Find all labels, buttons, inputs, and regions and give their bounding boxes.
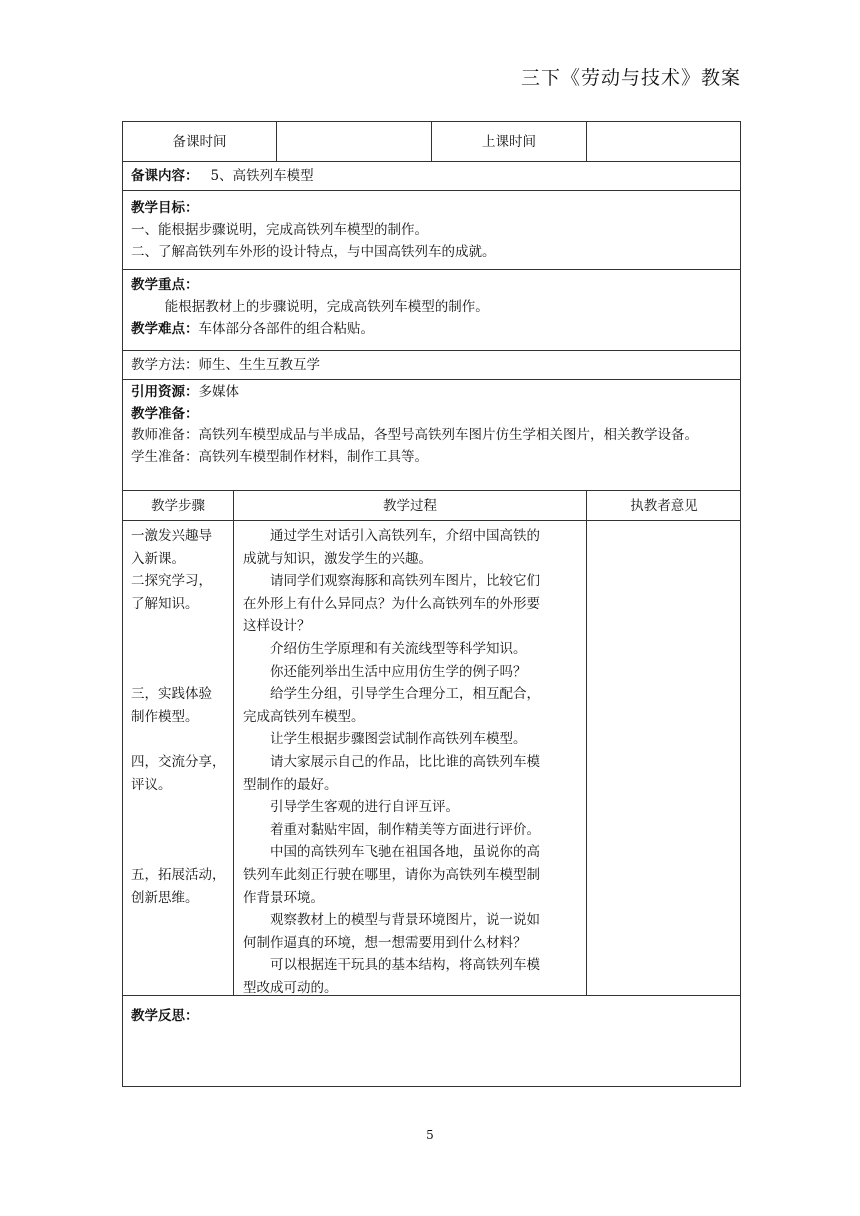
step-line [131, 796, 227, 819]
step-line [131, 841, 227, 864]
prep-time-value [277, 122, 432, 161]
opinion-header: 执教者意见 [630, 497, 698, 514]
step-line: 四，交流分享， [131, 753, 226, 770]
method-row [123, 351, 740, 380]
objective-item: 一、能根据步骤说明，完成高铁列车模型的制作。 [131, 222, 428, 238]
content-label: 备课内容： [131, 168, 199, 184]
process-line: 型改成可动的。 [243, 979, 338, 996]
process-line: 铁列车此刻正行驶在哪里，请你为高铁列车模型制 [243, 866, 540, 883]
process-header: 教学过程 [234, 491, 587, 520]
step-line [131, 638, 227, 661]
process-header-row [123, 491, 740, 521]
process-line: 介绍仿生学原理和有关流线型等科学知识。 [270, 640, 527, 657]
method-text: 教学方法：师生、生生互教互学 [131, 357, 320, 373]
objective-item: 二、了解高铁列车外形的设计特点，与中国高铁列车的成就。 [131, 244, 496, 260]
process-line: 通过学生对话引入高铁列车，介绍中国高铁的 [270, 528, 540, 544]
step-line [131, 615, 227, 638]
process-line: 你还能列举出生活中应用仿生学的例子吗？ [270, 663, 527, 680]
step-line: 创新思维。 [131, 889, 199, 906]
class-time-label: 上课时间 [432, 122, 587, 161]
step-line: 一激发兴趣导 [131, 528, 212, 544]
step-line: 制作模型。 [131, 708, 199, 725]
process-column [234, 521, 587, 995]
content-row [123, 162, 740, 191]
process-line: 完成高铁列车模型。 [243, 708, 365, 725]
difficulty-label: 教学难点： [131, 321, 199, 337]
process-line: 请同学们观察海豚和高铁列车图片，比较它们 [270, 573, 540, 590]
process-line: 引导学生客观的进行自评互评。 [270, 799, 459, 816]
step-line [131, 819, 227, 842]
step-line: 了解知识。 [131, 595, 199, 612]
process-line: 给学生分组，引导学生合理分工，相互配合， [270, 686, 540, 703]
process-line: 型制作的最好。 [243, 776, 338, 793]
difficulty-text: 车体部分各部件的组合粘贴。 [198, 321, 374, 337]
focus-row [123, 270, 740, 351]
time-row [123, 122, 740, 162]
teacher-preparation: 教师准备：高铁列车模型成品与半成品，各型号高铁列车图片仿生学相关图片，相关教学设备。 [131, 427, 698, 443]
process-line: 请大家展示自己的作品，比比谁的高铁列车模 [270, 753, 540, 770]
process-line: 何制作逼真的环境，想一想需要用到什么材料？ [243, 934, 527, 951]
resources-row [123, 380, 740, 491]
process-line: 在外形上有什么异同点？为什么高铁列车的外形要 [243, 595, 540, 612]
objectives-row [123, 191, 740, 270]
steps-header: 教学步骤 [123, 491, 234, 520]
step-line: 三，实践体验 [131, 686, 212, 703]
step-line: 评议。 [131, 776, 172, 793]
opinion-column [587, 521, 741, 995]
content-value: 5、高铁列车模型 [210, 168, 314, 184]
objectives-label: 教学目标： [131, 200, 199, 216]
step-line [131, 728, 227, 751]
process-line: 让学生根据步骤图尝试制作高铁列车模型。 [270, 731, 527, 748]
process-line: 这样设计？ [243, 618, 311, 635]
resources-value: 多媒体 [198, 384, 239, 400]
student-preparation: 学生准备：高铁列车模型制作材料，制作工具等。 [131, 448, 428, 465]
resources-label: 引用资源： [131, 384, 199, 400]
step-line: 二探究学习， [131, 573, 212, 590]
class-time-value [587, 122, 741, 161]
reflection-row [123, 996, 740, 1086]
page-number: 5 [426, 1128, 434, 1142]
focus-text: 能根据教材上的步骤说明，完成高铁列车模型的制作。 [164, 299, 489, 315]
step-line: 入新课。 [131, 550, 185, 567]
preparation-label: 教学准备： [131, 405, 199, 422]
process-body-row [123, 521, 740, 996]
page-header-title: 三下《劳动与技术》教案 [520, 67, 741, 89]
process-line: 观察教材上的模型与背景环境图片，说一说如 [270, 912, 540, 929]
process-line: 中国的高铁列车飞驰在祖国各地，虽说你的高 [270, 844, 540, 861]
process-line: 成就与知识，激发学生的兴趣。 [243, 550, 432, 567]
steps-column [123, 521, 234, 995]
lesson-plan-table [122, 121, 741, 1087]
process-line: 作背景环境。 [243, 889, 324, 906]
step-line [131, 661, 227, 684]
prep-time-label: 备课时间 [123, 122, 277, 161]
focus-label: 教学重点： [131, 277, 199, 293]
step-line: 五，拓展活动， [131, 866, 226, 883]
process-line: 可以根据连干玩具的基本结构，将高铁列车模 [270, 957, 540, 974]
process-line: 着重对黏贴牢固，制作精美等方面进行评价。 [270, 821, 540, 838]
reflection-label: 教学反思： [131, 1008, 199, 1024]
